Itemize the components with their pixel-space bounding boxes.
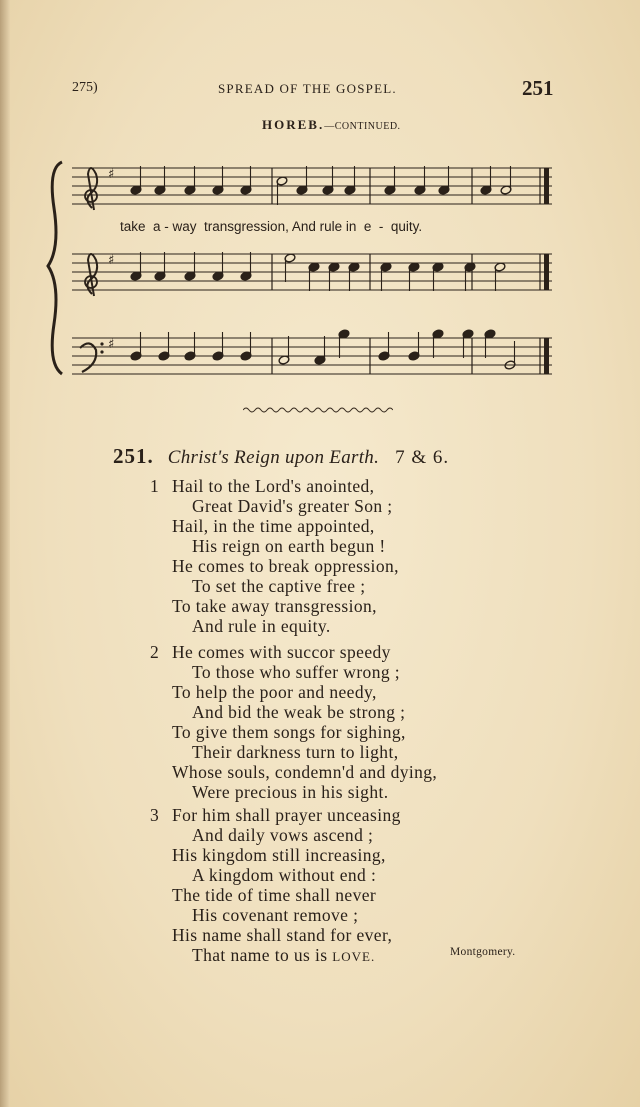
verse-line: To help the poor and needy, [172, 682, 377, 702]
verse-line: Great David's greater Son ; [192, 496, 393, 516]
score-lyrics: take a - way transgression, And rule in e - quity. [120, 219, 423, 234]
stanza-number: 3 [150, 805, 159, 825]
hymn-title: Christ's Reign upon Earth. [167, 447, 380, 468]
verse-line: For him shall prayer unceasing [172, 805, 401, 825]
final-barline-thick [544, 338, 549, 374]
hymn-heading [113, 444, 449, 469]
key-signature-sharp: ♯ [108, 167, 115, 182]
verse-line: And bid the weak be strong ; [192, 702, 406, 722]
verse-line: Whose souls, condemn'd and dying, [172, 762, 438, 782]
verse-line: To those who suffer wrong ; [192, 662, 401, 682]
verse-line: He comes to break oppression, [172, 556, 399, 576]
bass-clef-dot [100, 342, 103, 345]
section-divider-ornament [243, 405, 393, 415]
hymn-meter: 7 & 6. [395, 447, 450, 468]
final-barline-thick [544, 254, 549, 290]
hymn-number: 251. [113, 444, 154, 468]
verse-line: His covenant remove ; [192, 905, 359, 925]
music-score [40, 148, 560, 388]
page-reference: 275) [72, 80, 98, 95]
bass-clef-dot [100, 350, 103, 353]
page-spine-shadow [0, 0, 10, 1107]
hymn-author: Montgomery. [450, 946, 516, 958]
verse-line: His reign on earth begun ! [192, 536, 386, 556]
tune-continued-label: —CONTINUED. [324, 121, 401, 132]
verse-line: To set the captive free ; [192, 576, 366, 596]
final-barline-thick [544, 168, 549, 204]
verse-line: Hail, in the time appointed, [172, 516, 375, 536]
verse-line: Their darkness turn to light, [192, 742, 399, 762]
brace [48, 162, 62, 374]
verse-line: His name shall stand for ever, [172, 925, 393, 945]
verse-line: A kingdom without end : [192, 865, 377, 885]
verse-line: And rule in equity. [192, 616, 331, 636]
stanza-number: 2 [150, 642, 159, 662]
verse-line: And daily vows ascend ; [192, 825, 374, 845]
verse-line: His kingdom still increasing, [172, 845, 386, 865]
stanza-number: 1 [150, 476, 159, 496]
tune-name: HOREB. [262, 117, 325, 132]
verse-line [192, 945, 375, 966]
verse-line-text: That name to us is [192, 945, 328, 965]
key-signature-sharp: ♯ [108, 337, 115, 352]
tune-heading [262, 117, 401, 133]
key-signature-sharp: ♯ [108, 253, 115, 268]
verse-line: Were precious in his sight. [192, 782, 389, 802]
verse-line: Hail to the Lord's anointed, [172, 476, 375, 496]
verse-line-smallcaps: LOVE. [332, 949, 376, 964]
verse-line: He comes with succor speedy [172, 642, 391, 662]
verse-line: The tide of time shall never [172, 885, 377, 905]
running-title: SPREAD OF THE GOSPEL. [218, 81, 397, 96]
page-number: 251 [522, 76, 554, 100]
running-header [0, 76, 640, 106]
verse-line: To take away transgression, [172, 596, 377, 616]
verse-line: To give them songs for sighing, [172, 722, 406, 742]
bass-clef [80, 343, 96, 372]
